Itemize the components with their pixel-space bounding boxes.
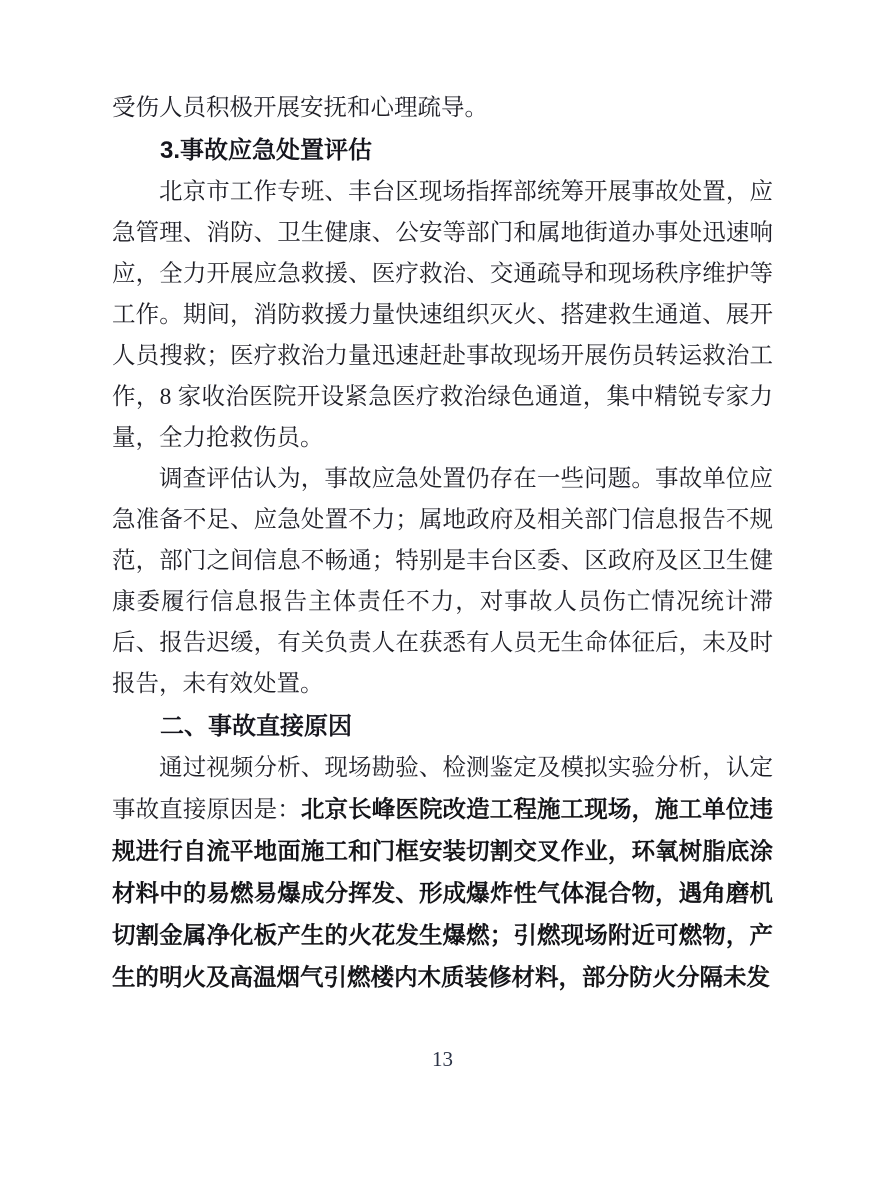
page-number: 13	[432, 1047, 453, 1071]
paragraph-evaluation-problems: 调查评估认为，事故应急处置仍存在一些问题。事故单位应急准备不足、应急处置不力；属地政府及相关部门信息报告不规范，部门之间信息不畅通；特别是丰台区委、区政府及区卫生健康委履行信息报告主体责任不力，对事故人员伤亡情况统计滞后、报告迟缓，有关负责人在获悉有人员无生命体征后，未及时报告，未有效处置。	[112, 466, 773, 697]
paragraph-continuation: 受伤人员积极开展安抚和心理疏导。	[112, 95, 488, 121]
paragraph-response-overview: 北京市工作专班、丰台区现场指挥部统筹开展事故处置，应急管理、消防、卫生健康、公安等部门和属地街道办事处迅速响应，全力开展应急救援、医疗救治、交通疏导和现场秩序维护等工作。期间，消防救援力量快速组织灭火、搭建救生通道、展开人员搜救；医疗救治力量迅速赶赴事故现场开展伤员转运救治工作，8 家收治医院开设紧急医疗救治绿色通道，集中精锐专家力量，全力抢救伤员。	[112, 179, 773, 451]
direct-cause-emphasis: 北京长峰医院改造工程施工现场，施工单位违规进行自流平地面施工和门框安装切割交叉作业，环氧树脂底涂材料中的易燃易爆成分挥发、形成爆炸性气体混合物，遇角磨机切割金属净化板产生的火花发生爆燃；引燃现场附近可燃物，产生的明火及高温烟气引燃楼内木质装修材料，部分防火分隔未发	[112, 796, 774, 990]
direct-cause-lead-in: 通过视频分析、现场勘验、检测鉴定及模拟实验分析，认定事故直接原因是：	[112, 755, 773, 823]
section-heading-direct-cause: 二、事故直接原因	[160, 713, 352, 740]
page-content	[112, 88, 773, 999]
section-heading-emergency-response-evaluation: 3.事故应急处置评估	[160, 137, 373, 164]
paragraph-direct-cause	[112, 748, 773, 999]
